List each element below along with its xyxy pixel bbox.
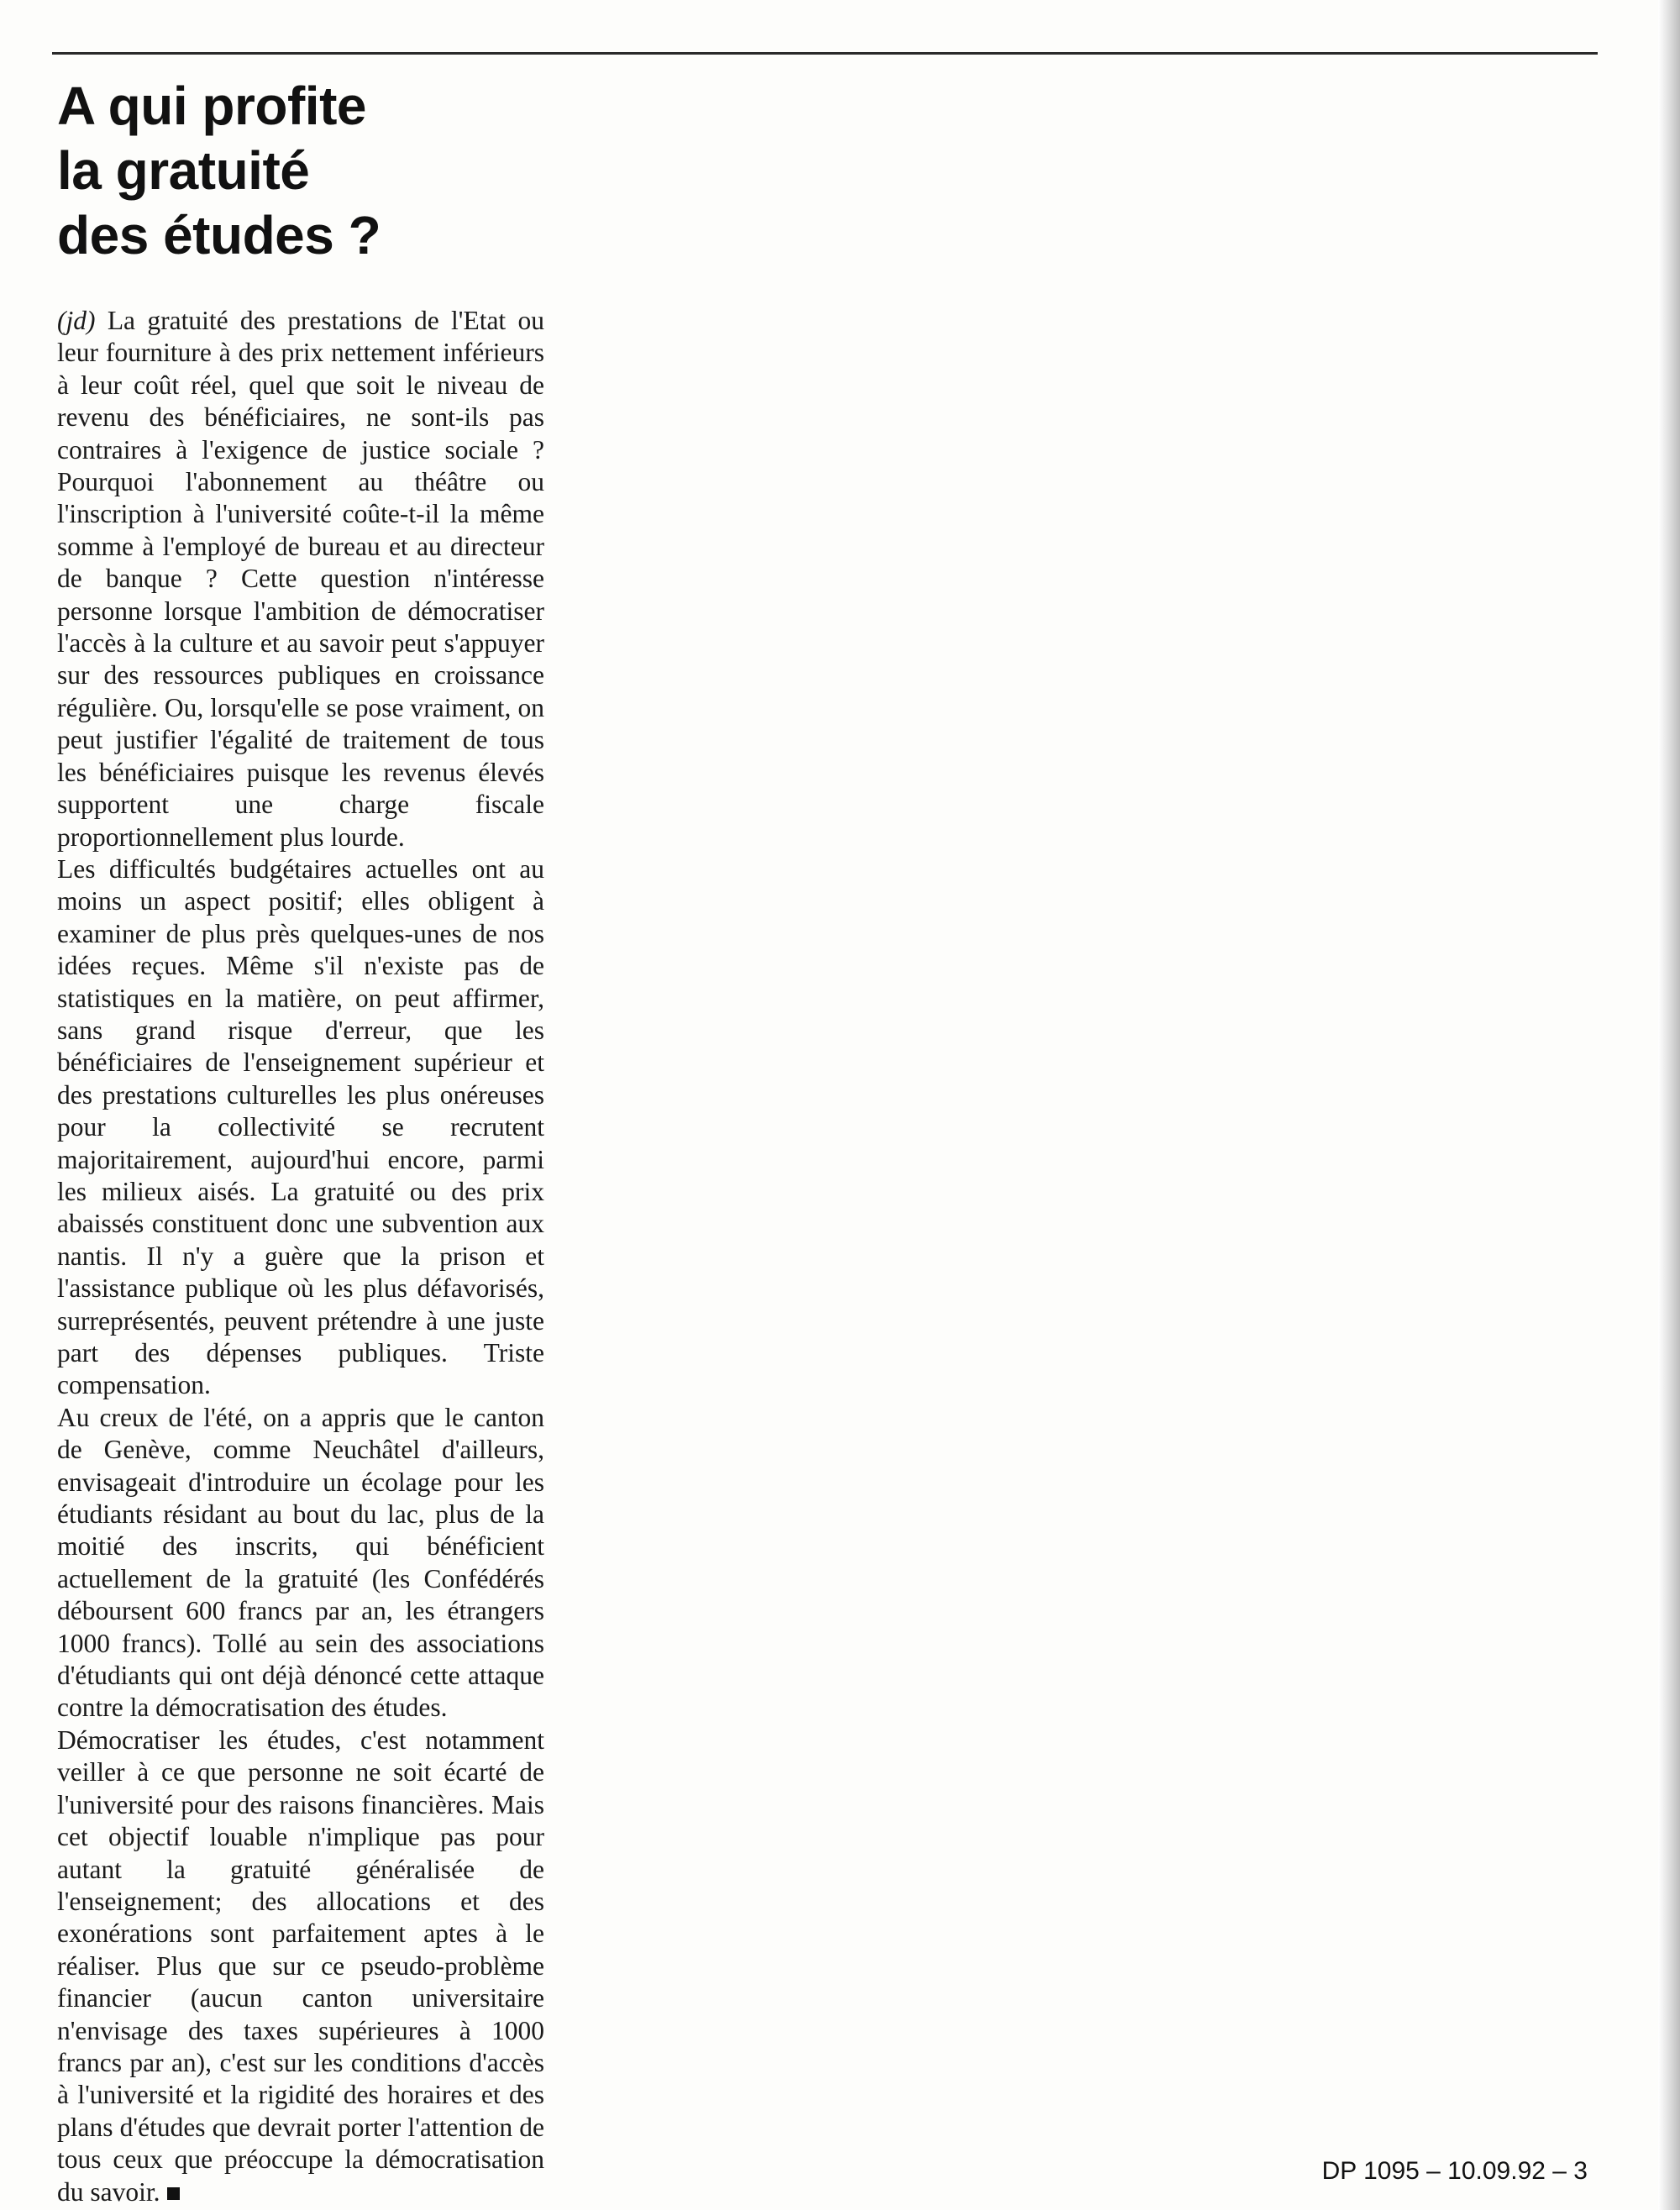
author-initials: (jd) bbox=[57, 306, 96, 335]
paragraph-text: La gratuité des prestations de l'Etat ou leur fourniture à des prix nettement inférieurs à leur coût réel, quel que soit le niveau de revenu des bénéficiaires, ne sont-ils pas contraires à l'exigence de justice sociale ? Pourquoi l'abonnement au théâtre ou l'inscription à l'université coûte-t-il la même somme à l'employé de bureau et au directeur de banque ? Cette question n'intéresse personne lorsque l'ambition de démocratiser l'accès à la culture et au savoir peut s'appuyer sur des ressources publiques en croissance régulière. Ou, lorsqu'elle se pose vraiment, on peut justifier l'égalité de traitement de tous les bénéficiaires puisque les revenus élevés supportent une charge fiscale proportionnellement plus lourde. bbox=[57, 306, 545, 852]
paragraph-text: Démocratiser les études, c'est notamment veiller à ce que personne ne soit écarté de l'université pour des raisons financières. Mais cet objectif louable n'implique pas pour autant la gratuité généralisée de l'enseignement; des allocations et des exonérations sont parfaitement aptes à le réaliser. Plus que sur ce pseudo-problème financier (aucun canton universitaire n'envisage des taxes supérieures à 1000 francs par an), c'est sur les conditions d'accès à l'université et la rigidité des horaires et des plans d'études que devrait porter l'attention de tous ceux que préoccupe la démocratisation du savoir. bbox=[57, 1724, 544, 2207]
end-mark-icon bbox=[167, 2187, 180, 2200]
article1-title bbox=[57, 74, 544, 268]
column-1 bbox=[57, 74, 544, 2208]
page-edge-shadow bbox=[1658, 0, 1680, 2210]
paragraph bbox=[57, 1402, 544, 1724]
paragraph bbox=[57, 853, 544, 1402]
article1-body bbox=[57, 305, 544, 2208]
article1-title-line: A qui profite bbox=[57, 76, 366, 136]
top-rule bbox=[52, 52, 1598, 55]
paragraph bbox=[57, 1724, 544, 2208]
paragraph bbox=[57, 305, 544, 853]
paragraph-text: Au creux de l'été, on a appris que le canton de Genève, comme Neuchâtel d'ailleurs, envisageait d'introduire un écolage pour les étudiants résidant au bout du lac, plus de la moitié des inscrits, qui bénéficient actuellement de la gratuité (les Confédérés déboursent 600 francs par an, les étrangers 1000 francs). Tollé au sein des associations d'étudiants qui ont déjà dénoncé cette attaque contre la démocratisation des études. bbox=[57, 1402, 544, 1723]
paragraph-text: Les difficultés budgétaires actuelles ont au moins un aspect positif; elles obligent à examiner de plus près quelques-unes de nos idées reçues. Même s'il n'existe pas de statistiques en la matière, on peut affirmer, sans grand risque d'erreur, que les bénéficiaires de l'enseignement supérieur et des prestations culturelles les plus onéreuses pour la collectivité se recrutent majoritairement, aujourd'hui encore, parmi les milieux aisés. La gratuité ou des prix abaissés constituent donc une subvention aux nantis. Il n'y a guère que la prison et l'assistance publique où les plus défavorisés, surreprésentés, peuvent prétendre à une juste part des dépenses publiques. Triste compensation. bbox=[57, 853, 544, 1400]
page-footer: DP 1095 – 10.09.92 – 3 bbox=[1321, 2157, 1588, 2185]
article1-title-line: la gratuité bbox=[57, 140, 310, 201]
article1-title-line: des études ? bbox=[57, 205, 381, 265]
